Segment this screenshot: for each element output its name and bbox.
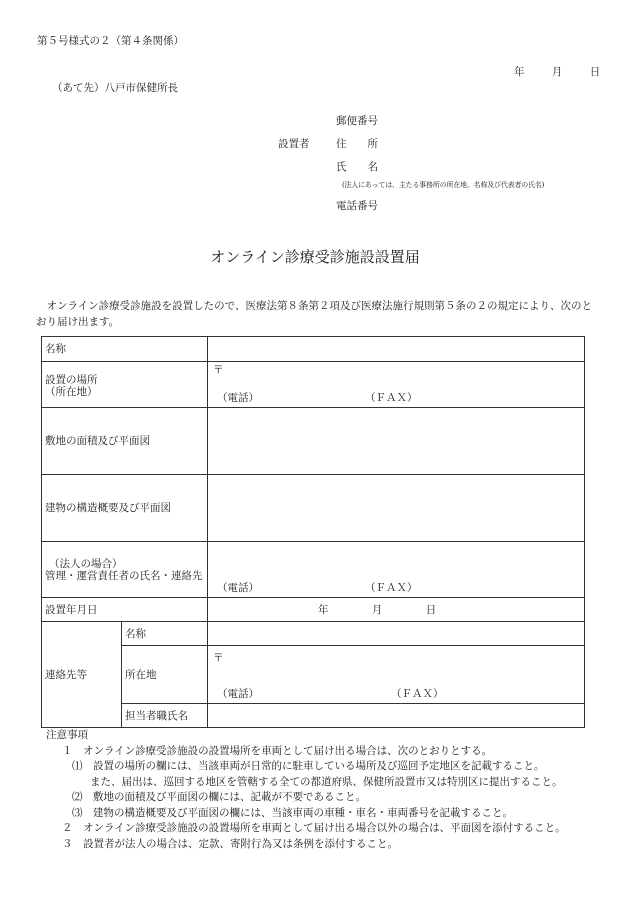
setup-year: 年 bbox=[318, 603, 329, 616]
date-year: 年 bbox=[514, 66, 525, 78]
manager-label bbox=[42, 542, 208, 598]
location-label-text: 設置の場所 （所在地） bbox=[45, 373, 98, 398]
site-area-label: 敷地の面積及び平面図 bbox=[42, 408, 208, 475]
manager-field[interactable] bbox=[208, 542, 585, 598]
contact-label: 連絡先等 bbox=[42, 622, 122, 728]
location-field[interactable] bbox=[208, 362, 585, 408]
applicant-address-label: 住 所 bbox=[336, 138, 378, 150]
building-label: 建物の構造概要及び平面図 bbox=[42, 475, 208, 542]
contact-name-field[interactable] bbox=[208, 622, 585, 646]
postal-mark: 〒 bbox=[213, 652, 224, 664]
note-1-1: ⑴ 設置の場所の欄には、当該車両が日常的に駐車している場所及び巡回予定地区を記載すること。 bbox=[72, 760, 545, 772]
fax-label: （ＦＡＸ） bbox=[365, 582, 418, 594]
location-tel-fax bbox=[217, 392, 418, 404]
date-month: 月 bbox=[551, 66, 563, 78]
name-label: 名称 bbox=[42, 337, 208, 362]
contact-tel-fax bbox=[217, 688, 444, 700]
note-2: ２ オンライン診療受診施設の設置場所を車両として届け出る場合以外の場合は、平面図を添付すること。 bbox=[62, 822, 566, 834]
manager-label-line-2: 管理・運営責任者の氏名・連絡先 bbox=[45, 569, 203, 582]
tel-label: （電話） bbox=[217, 392, 259, 404]
building-field[interactable] bbox=[208, 475, 585, 542]
tel-label: （電話） bbox=[217, 688, 259, 700]
notes-heading: 注意事項 bbox=[46, 729, 88, 741]
contact-address-label: 所在地 bbox=[122, 646, 208, 704]
contact-address-field[interactable] bbox=[208, 646, 585, 704]
contact-person-field[interactable] bbox=[208, 704, 585, 728]
manager-label-line-1: （法人の場合） bbox=[49, 557, 123, 570]
intro-paragraph: オンライン診療受診施設を設置したので、医療法第８条第２項及び医療法施行規則第５条の２の規定により、次のとおり届け出ます。 bbox=[36, 300, 592, 328]
location-label bbox=[42, 362, 208, 408]
note-1: １ オンライン診療受診施設の設置場所を車両として届け出る場合は、次のとおりとする。 bbox=[62, 744, 493, 757]
note-1-3: ⑶ 建物の構造概要及び平面図の欄には、当該車両の車種・車名・車両番号を記載すること。 bbox=[72, 806, 513, 819]
note-3: ３ 設置者が法人の場合は、定款、寄附行為又は条例を添付すること。 bbox=[62, 837, 398, 850]
applicant-name-note: (法人にあっては、主たる事務所の所在地、名称及び代表者の氏名) bbox=[342, 181, 545, 189]
site-area-field[interactable] bbox=[208, 408, 585, 475]
submission-date bbox=[514, 64, 600, 79]
document-title: オンライン診療受診施設設置届 bbox=[210, 248, 420, 266]
setup-day: 日 bbox=[425, 603, 437, 616]
date-day: 日 bbox=[589, 66, 601, 78]
applicant-phone-label: 電話番号 bbox=[336, 200, 378, 212]
setup-date-label: 設置年月日 bbox=[42, 598, 208, 622]
note-1-2: ⑵ 敷地の面積及び平面図の欄には、記載が不要であること。 bbox=[72, 791, 366, 803]
notes-section bbox=[46, 728, 606, 852]
note-1-1-cont: また、届出は、巡回する地区を管轄する全ての都道府県、保健所設置市又は特別区に提出すること。 bbox=[90, 775, 563, 788]
tel-label: （電話） bbox=[217, 582, 259, 594]
applicant-postal-label: 郵便番号 bbox=[336, 115, 378, 127]
fax-label: （ＦＡＸ） bbox=[391, 688, 444, 700]
applicant-label: 設置者 bbox=[278, 138, 310, 150]
contact-name-label: 名称 bbox=[122, 622, 208, 646]
addressee: （あて先）八戸市保健所長 bbox=[52, 82, 178, 94]
manager-tel-fax bbox=[217, 582, 418, 594]
postal-mark: 〒 bbox=[213, 364, 224, 376]
applicant-name-label: 氏 名 bbox=[336, 161, 378, 173]
contact-person-label: 担当者職氏名 bbox=[122, 704, 208, 728]
fax-label: （ＦＡＸ） bbox=[365, 392, 418, 404]
name-field[interactable] bbox=[208, 337, 585, 362]
setup-date-field[interactable] bbox=[208, 598, 585, 622]
notification-form-table bbox=[41, 336, 585, 728]
form-number: 第５号様式の２（第４条関係） bbox=[37, 35, 184, 47]
setup-month: 月 bbox=[371, 603, 383, 616]
